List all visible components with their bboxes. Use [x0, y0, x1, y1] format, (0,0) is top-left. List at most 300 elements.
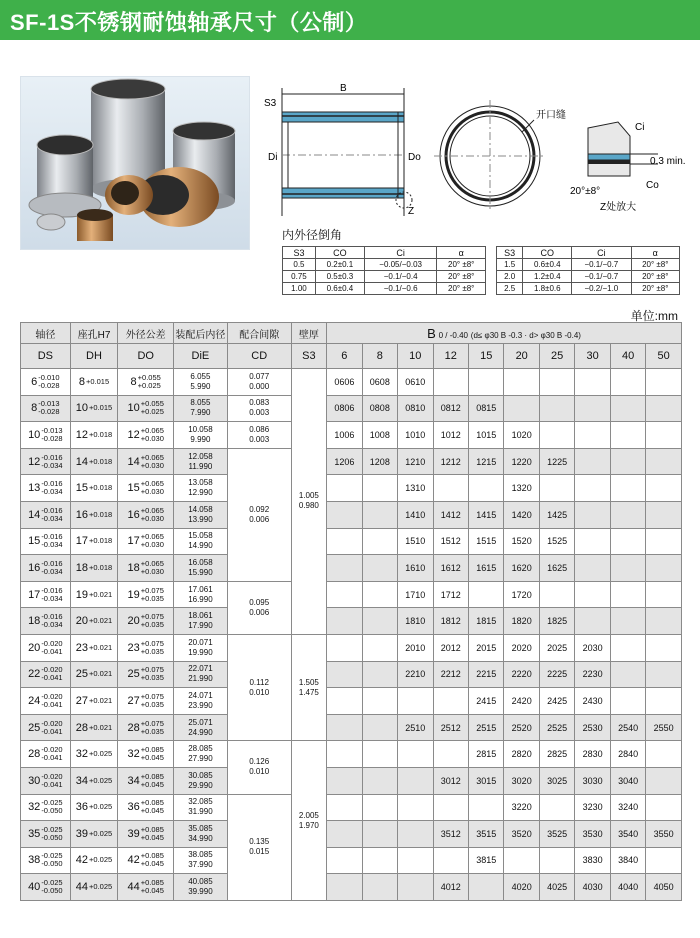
cell-part-code — [610, 581, 645, 608]
cell-die-min: 16.990 — [188, 594, 213, 604]
title-bar — [0, 0, 700, 40]
cell-do-upper: +0.085 — [140, 745, 164, 755]
cell-die-max: 40.085 — [188, 877, 213, 887]
cell-die-min: 11.990 — [188, 461, 213, 471]
label-z: Z — [408, 206, 415, 217]
cell-do-nominal: 14 — [127, 455, 140, 468]
cell-do-nominal: 17 — [127, 535, 140, 548]
cell-part-code — [504, 395, 539, 422]
cell-do-lower: +0.045 — [140, 832, 164, 842]
cell-part-code — [398, 794, 433, 821]
cell-part-code — [646, 528, 682, 555]
cell-part-code — [575, 501, 610, 528]
label-di: Di — [268, 152, 278, 163]
chamfer-cell: 20° ±8° — [631, 259, 680, 271]
cell-dh-upper: +0.021 — [89, 616, 113, 626]
cell-ds-lower: -0.034 — [41, 566, 63, 576]
cell-part-code — [327, 634, 362, 661]
cell-part-code: 2215 — [468, 661, 503, 688]
cell-dh-nominal: 28 — [75, 721, 89, 734]
cell-die — [174, 608, 228, 635]
cell-ds-nominal: 35 — [28, 827, 41, 840]
clearance-min: 0.003 — [249, 434, 270, 444]
cell-dh-nominal: 8 — [78, 375, 85, 388]
cell-part-code: 3030 — [575, 767, 610, 794]
cell-part-code — [362, 528, 397, 555]
cell-do — [118, 369, 174, 396]
cell-dh-upper: +0.021 — [89, 642, 113, 652]
cell-die-min: 9.990 — [190, 434, 211, 444]
cell-ds — [21, 395, 71, 422]
table-row — [21, 688, 682, 715]
cell-part-code: 4040 — [610, 874, 645, 901]
cell-do-upper: +0.075 — [140, 691, 164, 701]
cell-die-max: 12.058 — [188, 451, 213, 461]
cell-ds-nominal: 15 — [28, 535, 41, 548]
cell-dh-nominal: 39 — [75, 827, 89, 840]
cell-ds-upper: -0.013 — [41, 425, 63, 435]
cell-part-code: 0810 — [398, 395, 433, 422]
cell-ds-lower: -0.034 — [41, 460, 63, 470]
table-row — [21, 369, 682, 396]
cell-ds-lower: -0.050 — [41, 859, 63, 869]
cell-dh-upper: +0.025 — [89, 749, 113, 759]
cell-part-code: 1225 — [539, 448, 574, 475]
cell-part-code: 2212 — [433, 661, 468, 688]
chamfer-header-1: CO — [523, 247, 572, 259]
cell-do-lower: +0.035 — [140, 593, 164, 603]
cell-part-code — [327, 874, 362, 901]
table-row — [21, 448, 682, 475]
cell-part-code — [539, 475, 574, 502]
cell-ds-nominal: 40 — [28, 881, 41, 894]
cell-ds-upper: -0.020 — [41, 745, 63, 755]
cell-ds-upper: -0.020 — [41, 638, 63, 648]
cell-wall — [291, 634, 326, 740]
cell-part-code — [362, 555, 397, 582]
cell-do-nominal: 36 — [127, 801, 140, 814]
cell-ds — [21, 528, 71, 555]
cell-do — [118, 661, 174, 688]
cell-dh-upper: +0.021 — [89, 722, 113, 732]
chamfer-cell: 1.8±0.6 — [523, 283, 572, 295]
cell-do-lower: +0.045 — [140, 806, 164, 816]
cell-ds-lower: -0.041 — [41, 753, 63, 763]
cell-part-code — [646, 767, 682, 794]
cell-do — [118, 821, 174, 848]
wall-min: 1.970 — [298, 820, 319, 830]
cell-part-code: 1212 — [433, 448, 468, 475]
cell-die-min: 21.990 — [188, 674, 213, 684]
cell-part-code: 1512 — [433, 528, 468, 555]
product-photo — [20, 76, 250, 250]
cell-part-code: 3540 — [610, 821, 645, 848]
cell-die — [174, 767, 228, 794]
cell-part-code: 1210 — [398, 448, 433, 475]
cell-part-code — [610, 608, 645, 635]
cell-part-code: 0808 — [362, 395, 397, 422]
cell-dh-nominal: 42 — [75, 854, 89, 867]
cell-part-code — [575, 608, 610, 635]
cell-ds — [21, 634, 71, 661]
cell-part-code: 1020 — [504, 422, 539, 449]
table-row — [21, 794, 682, 821]
cell-ds-nominal: 13 — [28, 482, 41, 495]
cell-part-code: 2525 — [539, 714, 574, 741]
cell-part-code: 1008 — [362, 422, 397, 449]
cell-part-code: 3012 — [433, 767, 468, 794]
cell-dh-upper: +0.018 — [89, 456, 113, 466]
cell-part-code — [646, 422, 682, 449]
cell-ds-upper: -0.016 — [41, 612, 63, 622]
chamfer-cell: 20° ±8° — [631, 271, 680, 283]
cell-ds-lower: -0.041 — [41, 726, 63, 736]
chamfer-title: 内外径倒角 — [282, 228, 343, 242]
width-header-6: 6 — [327, 344, 362, 369]
cell-dh-nominal: 16 — [75, 508, 89, 521]
cell-dh — [70, 475, 118, 502]
cell-part-code: 0812 — [433, 395, 468, 422]
cell-part-code: 3512 — [433, 821, 468, 848]
cell-dh — [70, 581, 118, 608]
cell-part-code — [398, 767, 433, 794]
width-header-20: 20 — [504, 344, 539, 369]
cell-part-code — [646, 847, 682, 874]
cell-ds-nominal: 12 — [28, 455, 41, 468]
cell-do — [118, 608, 174, 635]
cell-ds-nominal: 10 — [28, 428, 41, 441]
cell-do — [118, 581, 174, 608]
clearance-min: 0.010 — [249, 687, 270, 697]
cell-part-code — [398, 741, 433, 768]
cell-part-code: 2015 — [468, 634, 503, 661]
cell-do-upper: +0.085 — [140, 851, 164, 861]
cell-part-code — [646, 794, 682, 821]
bushings-image — [21, 77, 249, 249]
cell-part-code — [362, 741, 397, 768]
chamfer-table-right — [496, 246, 680, 295]
cell-die — [174, 528, 228, 555]
cell-part-code — [610, 475, 645, 502]
cell-part-code: 3815 — [468, 847, 503, 874]
cell-ds-lower: -0.028 — [38, 380, 60, 390]
cell-part-code: 2825 — [539, 741, 574, 768]
cell-part-code: 1208 — [362, 448, 397, 475]
cell-part-code — [646, 634, 682, 661]
cell-ds-upper: -0.016 — [41, 558, 63, 568]
wall-max: 1.005 — [298, 491, 319, 501]
cell-dh-upper: +0.018 — [89, 536, 113, 546]
chamfer-cell: −0.1/−0.7 — [572, 259, 631, 271]
cell-ds-nominal: 14 — [28, 508, 41, 521]
chamfer-cell: 0.6±0.4 — [523, 259, 572, 271]
cell-part-code: 1720 — [504, 581, 539, 608]
cell-part-code — [610, 555, 645, 582]
cell-do-lower: +0.030 — [140, 540, 164, 550]
cell-ds-nominal: 28 — [28, 748, 41, 761]
cell-dh-upper: +0.018 — [89, 509, 113, 519]
cell-dh-upper: +0.025 — [89, 775, 113, 785]
cell-dh-upper: +0.025 — [89, 828, 113, 838]
cell-dh-nominal: 23 — [75, 641, 89, 654]
cell-die — [174, 634, 228, 661]
cell-die-max: 25.071 — [188, 717, 213, 727]
clearance-max: 0.092 — [249, 504, 270, 514]
cell-part-code: 3230 — [575, 794, 610, 821]
cell-part-code: 1615 — [468, 555, 503, 582]
chamfer-cell: −0.2/−1.0 — [572, 283, 631, 295]
cell-die-max: 6.055 — [190, 371, 211, 381]
cell-die — [174, 821, 228, 848]
cell-die-max: 18.061 — [188, 611, 213, 621]
cell-part-code: 1612 — [433, 555, 468, 582]
cell-do — [118, 395, 174, 422]
cell-part-code — [362, 501, 397, 528]
cell-part-code: 3530 — [575, 821, 610, 848]
width-header-8: 8 — [362, 344, 397, 369]
chamfer-cell: 20° ±8° — [437, 259, 486, 271]
cell-part-code: 2530 — [575, 714, 610, 741]
cell-die-min: 24.990 — [188, 727, 213, 737]
cell-do-upper: +0.075 — [140, 718, 164, 728]
cell-part-code: 3550 — [646, 821, 682, 848]
cell-dh — [70, 767, 118, 794]
cell-do — [118, 422, 174, 449]
clearance-max: 0.135 — [249, 837, 270, 847]
cell-do-upper: +0.065 — [140, 425, 164, 435]
cell-die — [174, 395, 228, 422]
cell-part-code: 1525 — [539, 528, 574, 555]
cell-dh-nominal: 44 — [75, 881, 89, 894]
cell-ds-upper: -0.020 — [41, 691, 63, 701]
cell-do-nominal: 15 — [127, 482, 140, 495]
cell-dh-upper: +0.015 — [85, 376, 110, 386]
cell-die-max: 32.085 — [188, 797, 213, 807]
cell-part-code — [468, 874, 503, 901]
cell-die-min: 29.990 — [188, 780, 213, 790]
cell-dh-nominal: 17 — [75, 535, 89, 548]
cell-do — [118, 634, 174, 661]
unit-label: 单位:mm — [630, 309, 678, 323]
cell-ds-nominal: 30 — [28, 774, 41, 787]
cell-die-max: 14.058 — [188, 504, 213, 514]
cell-dh — [70, 741, 118, 768]
clearance-min: 0.015 — [249, 847, 270, 857]
cell-die-min: 5.990 — [190, 381, 211, 391]
cell-part-code: 1820 — [504, 608, 539, 635]
cell-dh-nominal: 32 — [75, 748, 89, 761]
cell-dh-upper: +0.021 — [89, 669, 113, 679]
cell-do-upper: +0.065 — [140, 505, 164, 515]
cell-dh-nominal: 15 — [75, 482, 89, 495]
chamfer-cell: 2.5 — [497, 283, 523, 295]
chamfer-table-left — [282, 246, 486, 295]
cell-die-max: 38.085 — [188, 850, 213, 860]
width-header-15: 15 — [468, 344, 503, 369]
cell-ds — [21, 688, 71, 715]
cell-do-nominal: 27 — [127, 694, 140, 707]
chamfer-cell: −0.1/−0.6 — [364, 283, 436, 295]
b-label: B — [427, 325, 436, 341]
cell-ds-lower: -0.034 — [41, 620, 63, 630]
label-min: 0.3 min. — [650, 156, 686, 167]
chamfer-cell: 0.5 — [283, 259, 316, 271]
cell-die-min: 34.990 — [188, 833, 213, 843]
cell-die-min: 15.990 — [188, 567, 213, 577]
cell-part-code: 2550 — [646, 714, 682, 741]
cell-part-code: 2010 — [398, 634, 433, 661]
label-seam: 开口缝 — [536, 110, 566, 121]
cell-ds — [21, 448, 71, 475]
cell-dh — [70, 395, 118, 422]
cell-do-nominal: 42 — [127, 854, 140, 867]
cell-part-code — [646, 448, 682, 475]
cell-part-code — [610, 448, 645, 475]
cell-part-code: 2415 — [468, 688, 503, 715]
cell-die-max: 30.085 — [188, 770, 213, 780]
label-co: Co — [646, 180, 659, 191]
cell-die-max: 28.085 — [188, 744, 213, 754]
cell-die — [174, 874, 228, 901]
cell-part-code — [575, 475, 610, 502]
cell-part-code: 3525 — [539, 821, 574, 848]
cell-part-code — [362, 688, 397, 715]
cell-part-code: 3015 — [468, 767, 503, 794]
cell-dh-nominal: 10 — [75, 402, 89, 415]
cell-do-upper: +0.075 — [140, 638, 164, 648]
cell-die-max: 8.055 — [190, 398, 211, 408]
cell-part-code — [575, 395, 610, 422]
cell-dh — [70, 794, 118, 821]
cell-part-code — [539, 581, 574, 608]
cell-part-code: 1710 — [398, 581, 433, 608]
cell-die-max: 15.058 — [188, 531, 213, 541]
cell-part-code: 1620 — [504, 555, 539, 582]
cell-ds-upper: -0.025 — [41, 878, 63, 888]
cell-die — [174, 448, 228, 475]
clearance-min: 0.003 — [249, 408, 270, 418]
cell-do — [118, 555, 174, 582]
cell-ds-upper: -0.025 — [41, 851, 63, 861]
cell-do-nominal: 34 — [127, 774, 140, 787]
cell-ds — [21, 661, 71, 688]
label-b: B — [340, 83, 347, 94]
chamfer-cell: −0.1/−0.7 — [572, 271, 631, 283]
cell-part-code: 1712 — [433, 581, 468, 608]
cell-part-code: 3020 — [504, 767, 539, 794]
cell-part-code: 2220 — [504, 661, 539, 688]
cell-dh — [70, 847, 118, 874]
cell-die-max: 20.071 — [188, 637, 213, 647]
header-wall: 壁厚 — [291, 323, 326, 344]
cell-wall — [291, 741, 326, 901]
cell-die — [174, 714, 228, 741]
chamfer-cell: 2.0 — [497, 271, 523, 283]
cell-part-code — [646, 555, 682, 582]
cell-part-code — [327, 688, 362, 715]
cell-die — [174, 794, 228, 821]
cell-part-code: 4030 — [575, 874, 610, 901]
cell-part-code — [646, 741, 682, 768]
chamfer-cell: −0.05/−0.03 — [364, 259, 436, 271]
page-title: SF-1S不锈钢耐蚀轴承尺寸（公制） — [10, 10, 368, 35]
table-row — [21, 581, 682, 608]
cell-part-code: 2420 — [504, 688, 539, 715]
cell-part-code — [362, 794, 397, 821]
cell-part-code — [610, 369, 645, 396]
cell-dh-nominal: 25 — [75, 668, 89, 681]
cell-do — [118, 847, 174, 874]
cell-part-code — [539, 847, 574, 874]
cell-die — [174, 741, 228, 768]
cell-part-code — [362, 581, 397, 608]
cell-part-code: 3240 — [610, 794, 645, 821]
cell-die-min: 14.990 — [188, 541, 213, 551]
cell-dh — [70, 821, 118, 848]
cell-ds — [21, 874, 71, 901]
chamfer-row — [283, 283, 486, 295]
cell-do-nominal: 20 — [127, 615, 140, 628]
cell-dh-nominal: 27 — [75, 694, 89, 707]
cell-part-code — [398, 821, 433, 848]
cell-part-code: 2430 — [575, 688, 610, 715]
cell-die — [174, 555, 228, 582]
cell-part-code — [327, 821, 362, 848]
cell-part-code — [362, 661, 397, 688]
chamfer-header-0: S3 — [283, 247, 316, 259]
cell-do-lower: +0.045 — [140, 779, 164, 789]
cell-die-min: 37.990 — [188, 860, 213, 870]
cell-part-code: 1815 — [468, 608, 503, 635]
cell-part-code: 1515 — [468, 528, 503, 555]
cell-do-upper: +0.065 — [140, 558, 164, 568]
clearance-min: 0.000 — [249, 381, 270, 391]
clearance-max: 0.126 — [249, 757, 270, 767]
cell-dh-nominal: 34 — [75, 774, 89, 787]
cell-ds-lower: -0.041 — [41, 646, 63, 656]
cell-part-code: 1810 — [398, 608, 433, 635]
cell-part-code: 0608 — [362, 369, 397, 396]
cell-do-upper: +0.055 — [137, 372, 161, 382]
chamfer-row — [283, 259, 486, 271]
cell-part-code: 0610 — [398, 369, 433, 396]
table-row — [21, 395, 682, 422]
cell-die — [174, 661, 228, 688]
cell-part-code: 2830 — [575, 741, 610, 768]
cell-part-code — [575, 555, 610, 582]
cell-part-code — [362, 874, 397, 901]
cell-part-code — [362, 821, 397, 848]
sym-dh: DH — [70, 344, 118, 369]
cell-part-code: 1015 — [468, 422, 503, 449]
chamfer-cell: 20° ±8° — [437, 271, 486, 283]
cell-do-upper: +0.085 — [140, 824, 164, 834]
cell-part-code: 4012 — [433, 874, 468, 901]
cell-ds-upper: -0.020 — [41, 718, 63, 728]
b-note1: d≤ φ30 B -0.3 — [473, 330, 523, 340]
chamfer-cell: 1.00 — [283, 283, 316, 295]
cell-ds-nominal: 16 — [28, 561, 41, 574]
cell-do — [118, 501, 174, 528]
chamfer-header-0: S3 — [497, 247, 523, 259]
cell-dh — [70, 369, 118, 396]
dimension-table — [20, 322, 682, 901]
cell-die-min: 7.990 — [190, 408, 211, 418]
chamfer-cell: 1.5 — [497, 259, 523, 271]
cell-part-code — [327, 794, 362, 821]
sym-die: DiE — [174, 344, 228, 369]
b-note2: d> φ30 B -0.4 — [529, 330, 579, 340]
